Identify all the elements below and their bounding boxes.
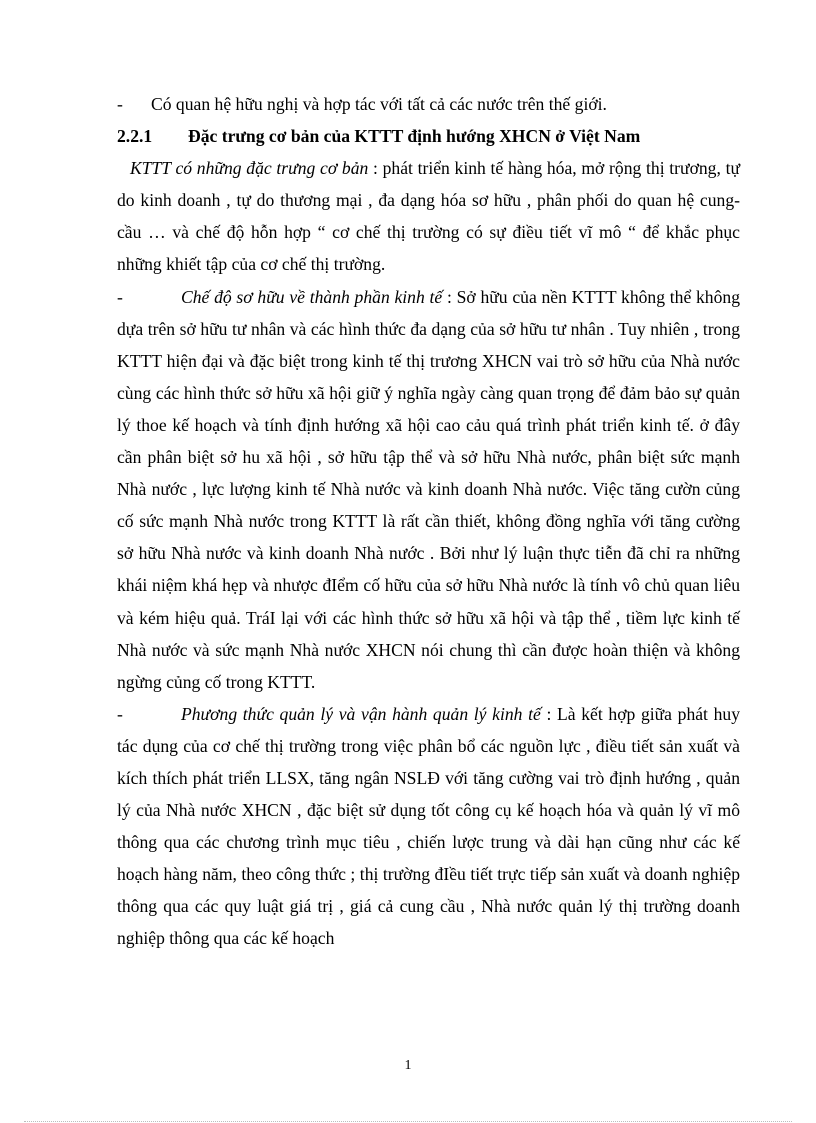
page-number: 1	[404, 1058, 412, 1073]
bullet-paragraph-management	[117, 698, 740, 955]
ownership-text: : Sở hữu của nền KTTT không thể không dựa trên sở hữu tư nhân và các hình thức đa dạng của sở hữu tư nhân . Tuy nhiên , trong KTTT hiện đại và đặc biệt trong kinh tế thị trương XHCN vai trò sở hữu của Nhà nước cùng các hình thức sở hữu xã hội giữ ý nghĩa ngày càng quan trọng để đảm bảo sự quản lý thoe kế hoạch và tính định hướng xã hội cao cảu quá trình phát triển kinh tế. ở đây cần phân biệt sở hu xã hội , sở hữu tập thể và sở hữu Nhà nước, phân biệt sức mạnh Nhà nước , lực lượng kinh tế Nhà nước và kinh doanh Nhà nước. Việc tăng cườn củng cố sức mạnh Nhà nước trong KTTT là rất cần thiết, không đồng nghĩa với tăng cường sở hữu Nhà nước và kinh doanh Nhà nước . Bởi như lý luận thực tiễn đã chỉ ra những khái niệm khá hẹp và nhược đIểm cố hữu của sở hữu Nhà nước là tính vô chủ quan liêu và kém hiệu quả. TráI lại với các hình thức sở hữu xã hội và tập thể , tiềm lực kinh tế Nhà nước và sức mạnh Nhà nước XHCN nói chung thì cần được hoàn thiện và không ngừng củng cố trong KTTT.	[117, 286, 740, 692]
bullet-paragraph-relations	[117, 88, 740, 120]
page-bottom-border	[24, 1121, 792, 1122]
intro-lead-italic: KTTT có những đặc trưng cơ bản	[130, 158, 369, 179]
section-title: Đặc trưng cơ bản của KTTT định hướng XHCN ở Việt Nam	[188, 126, 641, 147]
section-number: 2.2.1	[117, 126, 153, 147]
intro-paragraph	[117, 152, 740, 280]
management-lead-italic: Phương thức quản lý và vận hành quản lý kinh tế	[181, 703, 541, 724]
section-heading	[117, 120, 740, 152]
bullet-dash: -	[117, 703, 123, 724]
intro-text: : phát triển kinh tế hàng hóa, mở rộng thị trương, tự do kinh doanh , tự do thương mại , đa dạng hóa sơ hữu , phân phối do quan hệ cung- cầu … và chế độ hỗn hợp “ cơ chế thị trường có sự điều tiết vĩ mô “ để khắc phục những khiết tập của cơ chế thị trường.	[117, 158, 740, 275]
bullet-text: Có quan hệ hữu nghị và hợp tác với tất cả các nước trên thế giới.	[151, 94, 607, 114]
management-text: : Là kết hợp giữa phát huy tác dụng của cơ chế thị trường trong việc phân bổ các nguồn lực , điều tiết sản xuất và kích thích phát triển LLSX, tăng ngân NSLĐ với tăng cường vai trò định hướng , quản lý của Nhà nước XHCN , đặc biệt sử dụng tốt công cụ kế hoạch hóa và quản lý vĩ mô thông qua các chương trình mục tiêu , chiến lược trung và dài hạn cũng như các kế hoạch hàng năm, theo công thức ; thị trường đIều tiết trực tiếp sản xuất và doanh nghiệp thông qua các quy luật giá trị , giá cả cung cầu , Nhà nước quản lý thị trường doanh nghiệp thông qua các kế hoạch	[117, 703, 741, 949]
document-body	[117, 88, 740, 955]
bullet-paragraph-ownership	[117, 281, 740, 698]
ownership-lead-italic: Chế độ sơ hữu về thành phần kinh tế	[181, 286, 443, 307]
bullet-dash: -	[117, 286, 123, 307]
bullet-dash: -	[117, 94, 123, 114]
